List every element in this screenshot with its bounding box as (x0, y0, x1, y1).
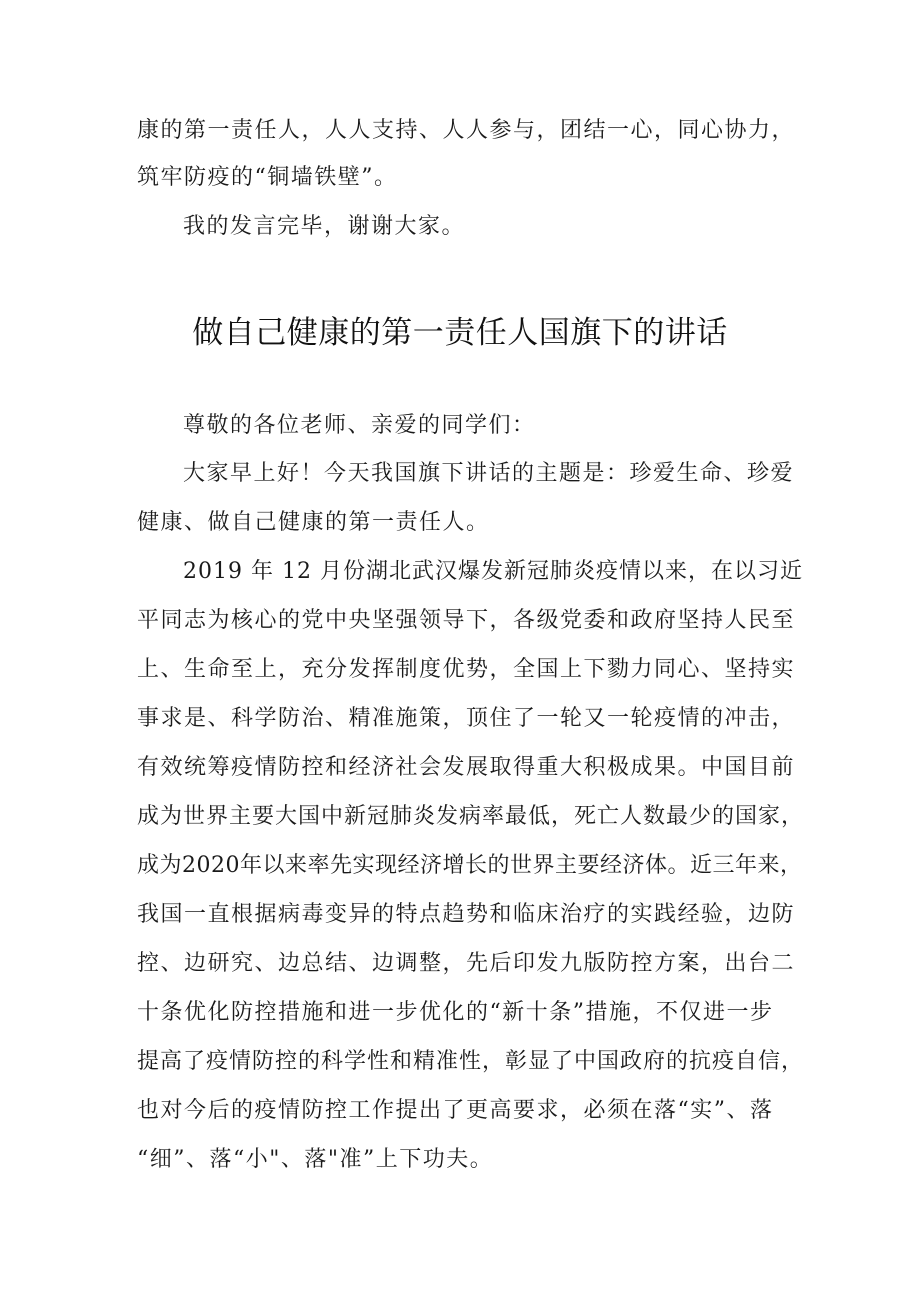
paragraph-line: 提高了疫情防控的科学性和精准性，彰显了中国政府的抗疫自信， (137, 1049, 805, 1074)
paragraph-line: 健康、做自己健康的第一责任人。 (137, 510, 490, 535)
paragraph-line: 控、边研究、边总结、边调整，先后印发九版防控方案，出台二 (137, 951, 796, 976)
paragraph-line: 也对今后的疫情防控工作提出了更高要求，必须在落“实”、落 (137, 1098, 774, 1123)
paragraph-line: 上、生命至上，充分发挥制度优势，全国上下勠力同心、坚持实 (137, 657, 796, 682)
paragraph-line: 筑牢防疫的“铜墙铁壁”。 (137, 165, 398, 190)
article-title: 做自己健康的第一责任人国旗下的讲话 (192, 315, 728, 351)
closing-line: 我的发言完毕，谢谢大家。 (183, 214, 466, 239)
paragraph-line: 我国一直根据病毒变异的特点趋势和临床治疗的实践经验，边防 (137, 902, 796, 927)
salutation: 尊敬的各位老师、亲爱的同学们： (183, 413, 536, 438)
paragraph-line: 2019 年 12 月份湖北武汉爆发新冠肺炎疫情以来，在以习近 (183, 559, 803, 584)
paragraph-line: 十条优化防控措施和进一步优化的“新十条”措施，不仅进一步 (137, 1000, 774, 1025)
paragraph-line: 有效统筹疫情防控和经济社会发展取得重大积极成果。中国目前 (137, 755, 796, 780)
paragraph-line: 事求是、科学防治、精准施策，顶住了一轮又一轮疫情的冲击， (137, 706, 796, 731)
paragraph-line: 康的第一责任人，人人支持、人人参与，团结一心，同心协力， (137, 118, 796, 143)
paragraph-line: 大家早上好！今天我国旗下讲话的主题是：珍爱生命、珍爱 (183, 461, 795, 486)
paragraph-line: “细”、落“小"、落"准”上下功夫。 (137, 1147, 494, 1172)
paragraph-line: 成为2020年以来率先实现经济增长的世界主要经济体。近三年来， (137, 853, 803, 878)
paragraph-line: 成为世界主要大国中新冠肺炎发病率最低，死亡人数最少的国家， (137, 804, 805, 829)
paragraph-line: 平同志为核心的党中央坚强领导下，各级党委和政府坚持人民至 (137, 608, 796, 633)
